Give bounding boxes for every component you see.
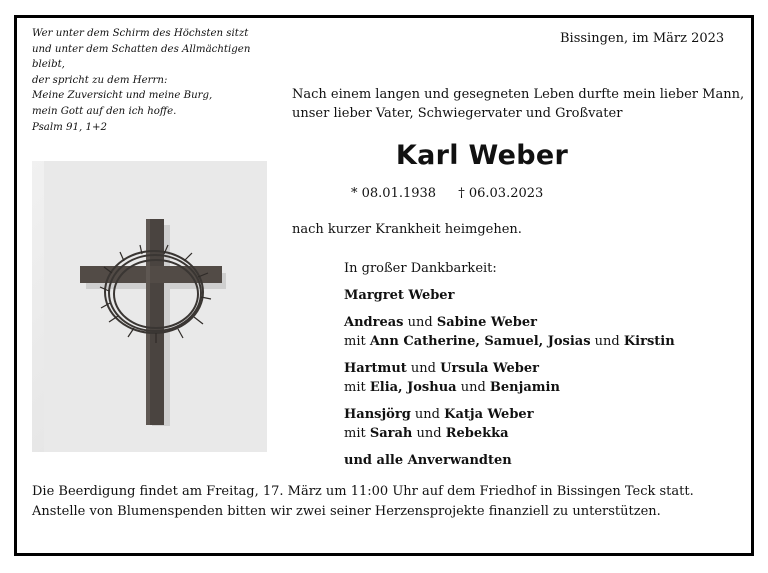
family-group	[344, 405, 734, 443]
person-name: Andreas	[344, 315, 404, 330]
family-parents	[344, 359, 734, 378]
person-name: Sabine Weber	[436, 315, 537, 330]
psalm-reference: Psalm 91, 1+2	[32, 121, 107, 133]
child-name: Rebekka	[445, 426, 509, 441]
children-names: Ann Catherine, Samuel, Josias	[369, 334, 591, 349]
psalm-line: der spricht zu dem Herrn:	[32, 74, 168, 86]
place-date: Bissingen, im März 2023	[560, 31, 725, 46]
birth-date: * 08.01.1938	[351, 186, 437, 201]
person-name: Katja Weber	[444, 407, 534, 422]
intro-text	[292, 85, 745, 123]
life-dates	[351, 186, 561, 201]
funeral-line: Die Beerdigung findet am Freitag, 17. März um 11:00 Uhr auf dem Friedhof in Bissingen Teck statt.	[32, 484, 694, 499]
deceased-name: Karl Weber	[395, 140, 569, 171]
family-parents	[344, 405, 734, 424]
psalm-line: bleibt,	[32, 59, 65, 71]
conjunction: und	[403, 315, 437, 330]
mourners-list	[344, 259, 734, 470]
death-date: † 06.03.2023	[458, 186, 544, 201]
psalm-line: Meine Zuversicht und meine Burg,	[32, 90, 213, 102]
with-word: mit	[344, 426, 370, 441]
conjunction: und	[590, 334, 624, 349]
family-parents	[344, 313, 734, 332]
relatives-line: und alle Anverwandten	[344, 453, 512, 468]
funeral-notice	[32, 482, 694, 522]
cross-with-thorns-icon	[32, 161, 267, 452]
intro-line: unser lieber Vater, Schwiegervater und Großvater	[292, 106, 623, 121]
children-names: Sarah	[369, 426, 413, 441]
family-children	[344, 424, 734, 443]
person-name: Hansjörg	[344, 407, 411, 422]
widow-name: Margret Weber	[344, 288, 455, 303]
with-word: mit	[344, 380, 370, 395]
cross-photo	[32, 161, 267, 452]
conjunction: und	[410, 407, 445, 422]
conjunction: und	[456, 380, 490, 395]
child-name: Kirstin	[623, 334, 675, 349]
psalm-line: Wer unter dem Schirm des Höchsten sitzt	[32, 28, 249, 39]
psalm-line: und unter dem Schatten des Allmächtigen	[32, 43, 251, 55]
person-name: Hartmut	[344, 361, 407, 376]
intro-line: Nach einem langen und gesegneten Leben durfte mein lieber Mann,	[292, 87, 745, 102]
conjunction: und	[406, 361, 441, 376]
person-name: Ursula Weber	[440, 361, 539, 376]
child-name: Benjamin	[489, 380, 560, 395]
family-children	[344, 378, 734, 397]
conjunction: und	[412, 426, 446, 441]
family-group	[344, 359, 734, 397]
gratitude-line: In großer Dankbarkeit:	[344, 261, 497, 276]
family-children	[344, 332, 734, 351]
psalm-line: mein Gott auf den ich hoffe.	[32, 105, 177, 117]
psalm-quote	[32, 26, 292, 135]
donation-line: Anstelle von Blumenspenden bitten wir zwei seiner Herzensprojekte finanziell zu unterstützen.	[32, 504, 661, 519]
family-group	[344, 313, 734, 351]
children-names: Elia, Joshua	[369, 380, 457, 395]
with-word: mit	[344, 334, 370, 349]
passing-text: nach kurzer Krankheit heimgehen.	[292, 222, 522, 237]
